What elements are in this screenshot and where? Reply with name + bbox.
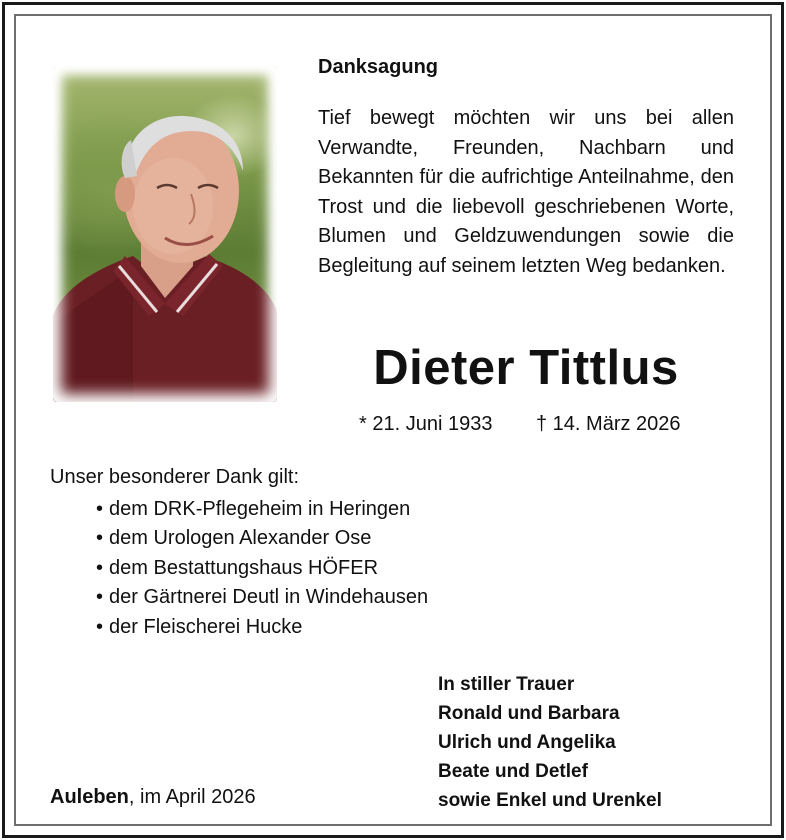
- mourner-line: sowie Enkel und Urenkel: [438, 790, 662, 811]
- thanks-message: Tief bewegt möchten wir uns bei allen Verwandte, Freunden, Nachbarn und Bekannten für die aufrichtige Anteilnahme, den Trost und die liebevoll geschriebenen Worte, Blumen und Geldzuwendungen sowie die Begleitung auf seinem letzten Weg bedanken.: [318, 107, 734, 277]
- birth-date: * 21. Juni 1933: [359, 413, 493, 435]
- portrait-photo: [53, 66, 277, 402]
- mourner-line: Ulrich und Angelika: [438, 732, 616, 753]
- list-item: • der Fleischerei Hucke: [96, 613, 428, 642]
- mourner-line: In stiller Trauer: [438, 674, 575, 695]
- date-text: , im April 2026: [128, 786, 256, 808]
- special-thanks-intro: Unser besonderer Dank gilt:: [50, 466, 300, 488]
- mourner-line: Ronald und Barbara: [438, 703, 620, 724]
- place-and-date: [50, 786, 256, 809]
- portrait-illustration: [53, 66, 277, 402]
- notice-title: Danksagung: [318, 56, 439, 78]
- list-item: • der Gärtnerei Deutl in Windehausen: [96, 583, 428, 612]
- mourners-list: [438, 670, 662, 815]
- list-item: • dem Urologen Alexander Ose: [96, 524, 428, 553]
- place-name: Auleben: [50, 786, 129, 808]
- deceased-name: Dieter Tittlus: [373, 341, 679, 395]
- death-date: † 14. März 2026: [536, 413, 681, 435]
- mourner-line: Beate und Detlef: [438, 761, 588, 782]
- list-item: • dem Bestattungshaus HÖFER: [96, 554, 428, 583]
- special-thanks-list: [96, 495, 428, 642]
- list-item: • dem DRK-Pflegeheim in Heringen: [96, 495, 428, 524]
